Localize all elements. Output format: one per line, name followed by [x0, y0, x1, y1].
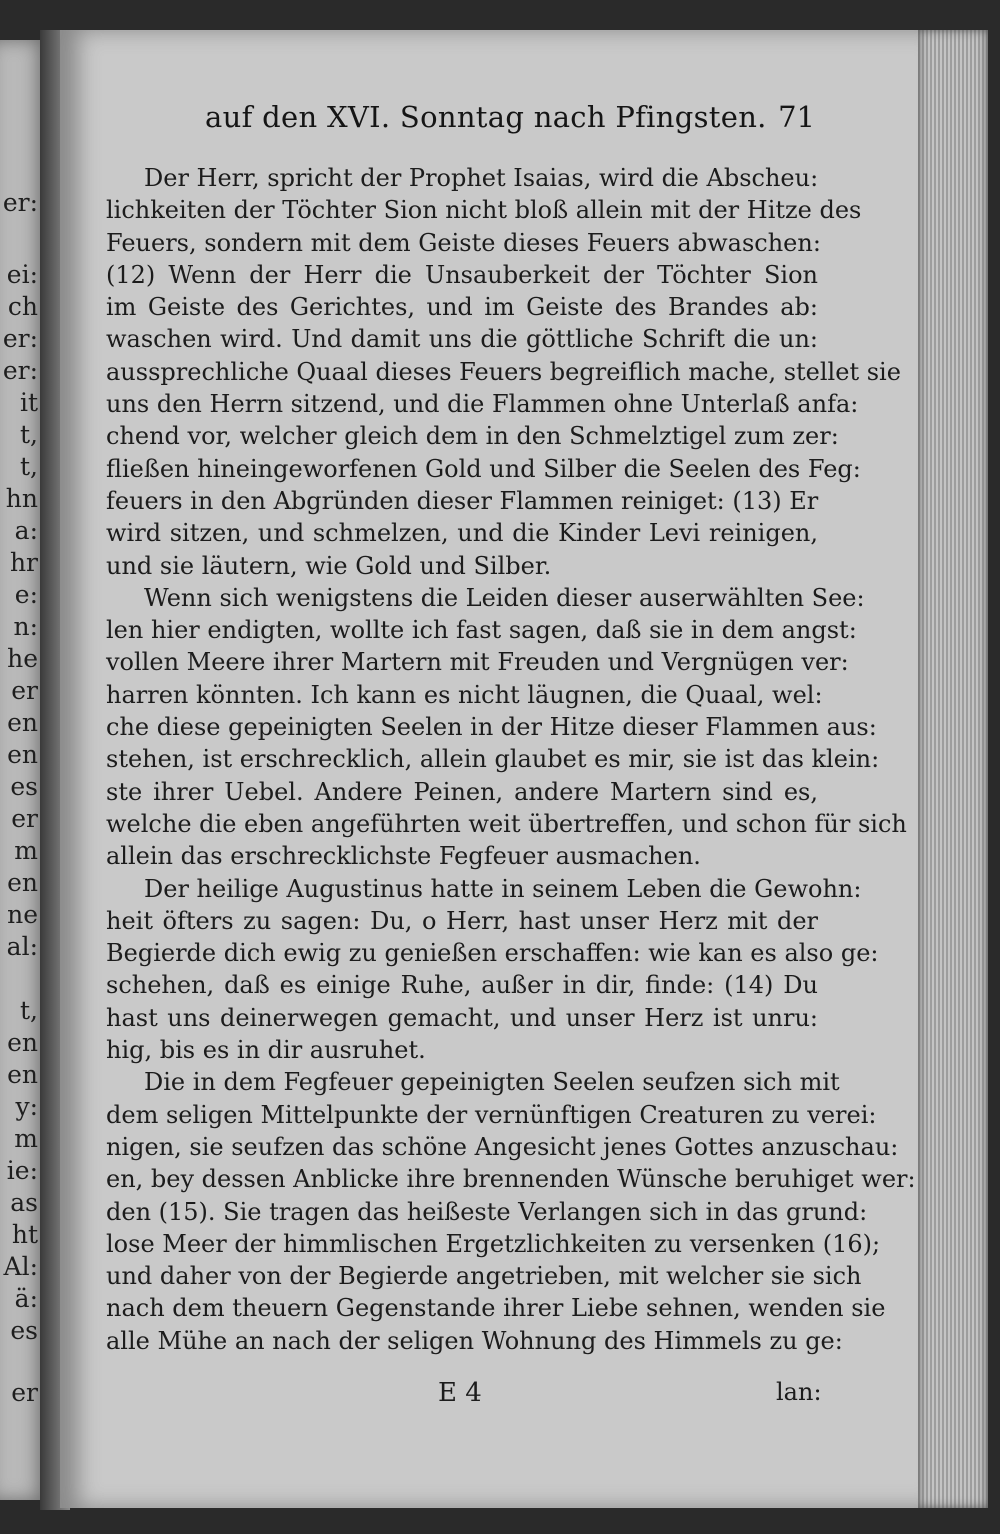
- facing-page-fragment: ch: [7, 292, 38, 321]
- text-line: heit öfters zu sagen: Du, o Herr, hast unser Herz mit der: [106, 906, 818, 935]
- text-line: Begierde dich ewig zu genießen erschaffen: wie kan es also ge:: [106, 939, 879, 968]
- text-line: Feuers, sondern mit dem Geiste dieses Feuers abwaschen:: [106, 228, 821, 257]
- text-line: uns den Herrn sitzend, und die Flammen ohne Unterlaß anfa:: [106, 390, 859, 419]
- text-line: welche die eben angeführten weit übertreffen, und schon für sich: [106, 809, 907, 838]
- text-line: feuers in den Abgründen dieser Flammen reiniget: (13) Er: [106, 486, 819, 515]
- text-line: hast uns deinerwegen gemacht, und unser Herz ist unru:: [106, 1003, 818, 1032]
- text-line: stehen, ist erschrecklich, allein glaubet es mir, sie ist das klein:: [106, 745, 880, 774]
- text-line: schehen, daß es einige Ruhe, außer in dir, finde: (14) Du: [106, 971, 818, 1000]
- text-line: im Geiste des Gerichtes, und im Geiste des Brandes ab:: [106, 293, 818, 322]
- text-line: nigen, sie seufzen das schöne Angesicht jenes Gottes anzuschau:: [106, 1132, 899, 1161]
- facing-page-fragment: en: [7, 708, 38, 737]
- facing-page-fragment: t,: [20, 996, 38, 1025]
- facing-page-fragment: a:: [14, 516, 38, 545]
- facing-page-fragment: ei:: [6, 260, 38, 289]
- facing-page-fragment: Al:: [3, 1252, 38, 1281]
- text-line: aussprechliche Quaal dieses Feuers begreiflich mache, stellet sie: [106, 357, 901, 386]
- text-line: len hier endigten, wollte ich fast sagen, daß sie in dem angst:: [106, 616, 857, 645]
- text-line: den (15). Sie tragen das heißeste Verlangen sich in das grund:: [106, 1197, 868, 1226]
- text-line: lose Meer der himmlischen Ergetzlichkeiten zu versenken (16);: [106, 1229, 881, 1258]
- facing-page-fragment: t,: [20, 452, 38, 481]
- page-number: 71: [778, 100, 815, 134]
- text-line: und sie läutern, wie Gold und Silber.: [106, 551, 552, 580]
- text-line: dem seligen Mittelpunkte der vernünftigen Creaturen zu verei:: [106, 1100, 877, 1129]
- text-line: harren könnten. Ich kann es nicht läugnen, die Quaal, wel:: [106, 680, 823, 709]
- facing-page-fragment: hr: [9, 548, 38, 577]
- text-line: vollen Meere ihrer Martern mit Freuden und Vergnügen ver:: [106, 648, 849, 677]
- facing-page-fragment: ne: [7, 900, 38, 929]
- facing-page-fragment: t,: [20, 420, 38, 449]
- facing-page-fragment: hn: [5, 484, 38, 513]
- text-line: chend vor, welcher gleich dem in den Schmelztigel zum zer:: [106, 422, 839, 451]
- catchword: lan:: [776, 1378, 822, 1406]
- facing-page-fragment: en: [7, 740, 38, 769]
- facing-page-fragment: es: [10, 1316, 38, 1345]
- text-line: Wenn sich wenigstens die Leiden dieser auserwählten See:: [144, 583, 865, 612]
- facing-page-fragment: al:: [6, 932, 38, 961]
- facing-page-fragment: m: [14, 836, 38, 865]
- facing-page-fragment: m: [14, 1124, 38, 1153]
- text-line: en, bey dessen Anblicke ihre brennenden Wünsche beruhiget wer:: [106, 1165, 916, 1194]
- text-line: che diese gepeinigten Seelen in der Hitze dieser Flammen aus:: [106, 713, 877, 742]
- facing-page-fragment: er: [11, 1378, 38, 1407]
- facing-page-fragment: he: [7, 644, 38, 673]
- body-text: [106, 162, 916, 1357]
- facing-page-fragment: ä:: [14, 1284, 38, 1313]
- text-line: Die in dem Fegfeuer gepeinigten Seelen seufzen sich mit: [144, 1068, 840, 1097]
- text-line: und daher von der Begierde angetrieben, mit welcher sie sich: [106, 1262, 862, 1291]
- text-line: alle Mühe an nach der seligen Wohnung des Himmels zu ge:: [106, 1326, 843, 1355]
- facing-page-fragment: en: [7, 868, 38, 897]
- text-line: (12) Wenn der Herr die Unsauberkeit der Töchter Sion: [106, 260, 818, 289]
- text-line: Der heilige Augustinus hatte in seinem Leben die Gewohn:: [144, 874, 862, 903]
- text-line: waschen wird. Und damit uns die göttliche Schrift die un:: [106, 325, 818, 354]
- text-line: hig, bis es in dir ausruhet.: [106, 1036, 426, 1065]
- facing-page-fragment: it: [19, 388, 38, 417]
- page-footer: [0, 1378, 1000, 1418]
- text-line: allein das erschrecklichste Fegfeuer ausmachen.: [106, 842, 701, 871]
- facing-page-fragment: er: [11, 804, 38, 833]
- text-line: Der Herr, spricht der Prophet Isaias, wird die Abscheu:: [144, 164, 819, 192]
- text-line: lichkeiten der Töchter Sion nicht bloß allein mit der Hitze des: [106, 196, 862, 225]
- facing-page-fragment: er: [11, 676, 38, 705]
- facing-page-fragment: as: [10, 1188, 38, 1217]
- signature-mark: E 4: [438, 1378, 482, 1408]
- facing-page-fragment: en: [7, 1028, 38, 1057]
- facing-page-fragment: er:: [2, 324, 38, 353]
- running-head: auf den XVI. Sonntag nach Pfingsten.: [205, 100, 767, 134]
- text-line: fließen hineingeworfenen Gold und Silber die Seelen des Feg:: [106, 454, 861, 483]
- text-line: wird sitzen, und schmelzen, und die Kinder Levi reinigen,: [106, 519, 818, 548]
- facing-page-fragment: n:: [13, 612, 38, 641]
- page-block-edge: [918, 30, 988, 1508]
- text-line: nach dem theuern Gegenstande ihrer Liebe sehnen, wenden sie: [106, 1294, 886, 1323]
- facing-page-fragment: e:: [14, 580, 38, 609]
- facing-page-fragment: en: [7, 1060, 38, 1089]
- facing-page-fragment: er:: [2, 188, 38, 217]
- text-line: ste ihrer Uebel. Andere Peinen, andere Martern sind es,: [106, 777, 818, 806]
- facing-page-fragment: ie:: [6, 1156, 38, 1185]
- facing-page-fragment: y:: [15, 1092, 38, 1121]
- facing-page-fragment: ht: [11, 1220, 38, 1249]
- facing-page-fragment: es: [10, 772, 38, 801]
- page-header: [205, 100, 815, 140]
- facing-page-fragment: er:: [2, 356, 38, 385]
